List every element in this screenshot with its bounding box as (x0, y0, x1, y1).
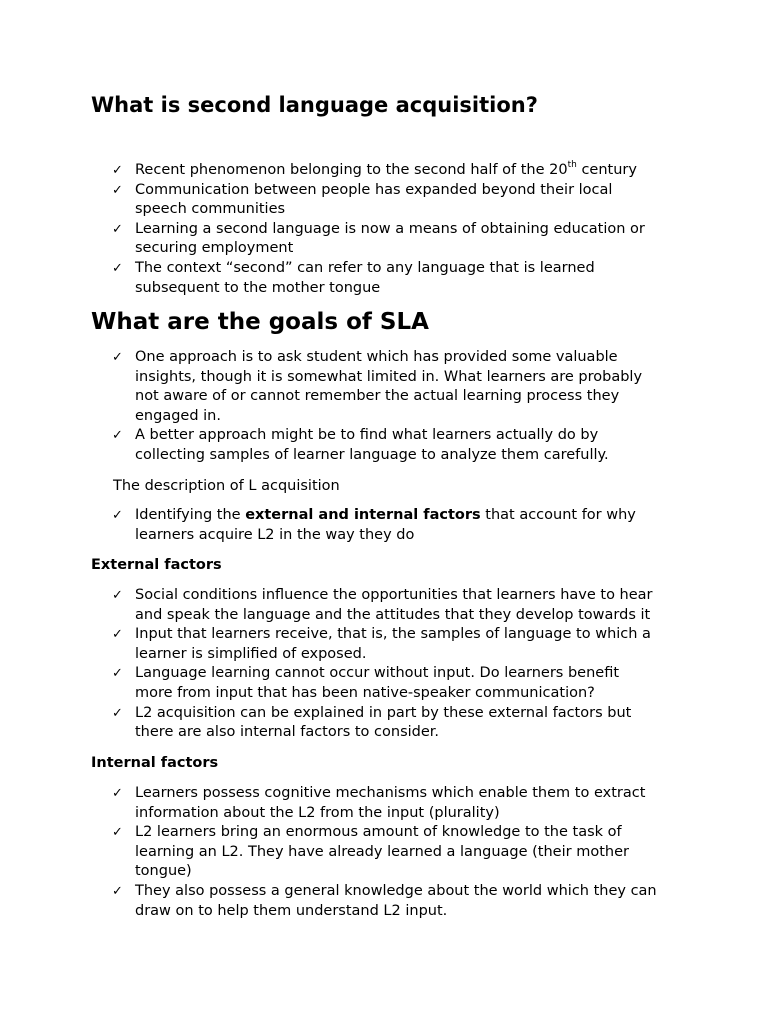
check-icon: ✓ (112, 163, 123, 178)
check-icon: ✓ (112, 627, 123, 643)
check-icon: ✓ (112, 260, 123, 276)
check-icon: ✓ (112, 428, 123, 444)
emphasis-text: external and internal factors (245, 507, 481, 523)
list-item: ✓ Social conditions influence the opportunities that learners have to hear and speak the language and the attitudes that they develop towards it (112, 587, 653, 623)
heading-internal-factors: Internal factors (91, 755, 219, 771)
internal-list (112, 784, 692, 921)
list-item: ✓ Recent phenomenon belonging to the second half of the 20th century (112, 161, 692, 181)
list-item: ✓ A better approach might be to find what learners actually do by collecting samples of learner language to analyze them carefully. (112, 427, 609, 463)
list-item: ✓ Communication between people has expanded beyond their local speech communities (112, 181, 613, 218)
check-icon: ✓ (112, 666, 123, 682)
list-item: ✓ Input that learners receive, that is, the samples of language to which a learner is simplified of exposed. (112, 626, 651, 662)
heading-goals-of-sla: What are the goals of SLA (91, 309, 429, 335)
check-icon: ✓ (112, 588, 123, 603)
check-icon: ✓ (112, 786, 123, 801)
check-icon: ✓ (112, 883, 123, 899)
heading-external-factors: External factors (91, 557, 222, 573)
check-icon: ✓ (112, 705, 123, 721)
list-item: ✓ Identifying the external and internal factors that account for why learners acquire L2 in the way they do (112, 507, 636, 543)
check-icon: ✓ (112, 508, 123, 523)
external-list (112, 586, 692, 743)
goals-list (112, 348, 692, 466)
check-icon: ✓ (112, 221, 123, 237)
check-icon: ✓ (112, 825, 123, 841)
list-item: ✓ They also possess a general knowledge about the world which they can draw on to help them understand L2 input. (112, 882, 657, 919)
identify-list (112, 506, 692, 545)
check-icon: ✓ (112, 182, 123, 198)
list-item: ✓ One approach is to ask student which has provided some valuable insights, though it is somewhat limited in. What learners are probably not aware of or cannot remember the actual learning process they engaged in. (112, 349, 643, 424)
what-is-list (112, 161, 692, 298)
list-item: ✓ Language learning cannot occur without input. Do learners benefit more from input that has been native-speaker communication? (112, 665, 620, 701)
list-item: ✓ Learners possess cognitive mechanisms which enable them to extract information about the L2 from the input (plurality) (112, 785, 646, 821)
list-item: ✓ Learning a second language is now a means of obtaining education or securing employment (112, 220, 645, 257)
list-item: ✓ L2 learners bring an enormous amount of knowledge to the task of learning an L2. They have already learned a language (their mother tongue) (112, 824, 629, 880)
description-text: The description of L acquisition (113, 478, 340, 494)
list-item: ✓ The context “second” can refer to any language that is learned subsequent to the mother tongue (112, 259, 595, 296)
heading-what-is-sla: What is second language acquisition? (91, 93, 538, 117)
check-icon: ✓ (112, 350, 123, 365)
list-item: ✓ L2 acquisition can be explained in part by these external factors but there are also internal factors to consider. (112, 704, 632, 741)
